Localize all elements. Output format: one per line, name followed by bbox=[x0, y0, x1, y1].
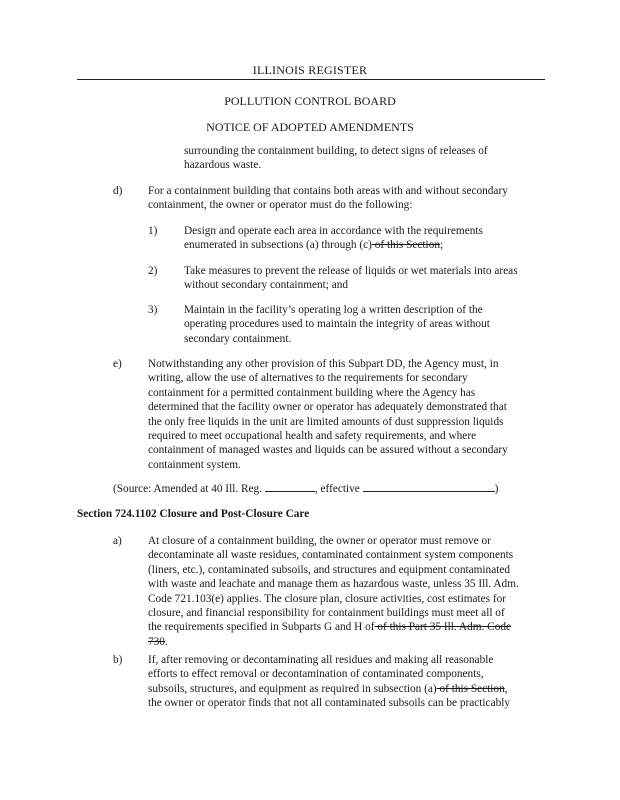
struck-text: 730 bbox=[148, 635, 165, 648]
text-line: 730. bbox=[148, 635, 168, 648]
text-line: containment, the owner or operator must do the following: bbox=[148, 199, 413, 212]
subsection-b-text bbox=[148, 653, 510, 711]
text-line: If, after removing or decontaminating all residues and making all reasonable bbox=[148, 654, 494, 666]
notice-header: NOTICE OF ADOPTED AMENDMENTS bbox=[206, 120, 414, 134]
text-line: hazardous waste. bbox=[184, 159, 262, 172]
text-line: containment system. bbox=[148, 458, 241, 471]
continued-text bbox=[184, 144, 488, 173]
text-line: operating procedures used to maintain the integrity of areas without bbox=[184, 318, 490, 331]
subsection-a-text bbox=[148, 534, 519, 649]
text-line: Code 721.103(e) applies. The closure plan, closure activities, cost estimates for bbox=[148, 592, 507, 605]
text-line: (liners, etc.), contaminated subsoils, and structures and equipment contaminated bbox=[148, 563, 511, 576]
header-rule bbox=[77, 79, 545, 80]
text-line: enumerated in subsections (a) through (c) of this Section; bbox=[184, 239, 444, 252]
text-line: secondary containment. bbox=[184, 332, 292, 345]
text-line: Take measures to prevent the release of liquids or wet materials into areas bbox=[184, 265, 518, 277]
text-line: subsoils, structures, and equipment as required in subsection (a) of this Section, bbox=[148, 682, 508, 695]
text-line: without secondary containment; and bbox=[184, 279, 349, 292]
text-line: the requirements specified in Subparts G and H of of this Part 35 Ill. Adm. Code bbox=[148, 621, 512, 634]
text-line: surrounding the containment building, to detect signs of releases of bbox=[184, 145, 488, 157]
text-line: At closure of a containment building, the owner or operator must remove or bbox=[148, 535, 491, 547]
item-1-text bbox=[184, 224, 483, 253]
section-heading: Section 724.1102 Closure and Post-Closure Care bbox=[77, 508, 310, 520]
text-line: containment for a permitted containment building where the Agency has bbox=[148, 386, 476, 399]
text-line: For a containment building that contains both areas with and without secondary bbox=[148, 185, 508, 197]
item-2-text bbox=[184, 264, 518, 293]
text-line: efforts to effect removal or decontamination of contaminated components, bbox=[148, 668, 484, 681]
subsection-e-text bbox=[148, 357, 508, 472]
subsection-b-label: b) bbox=[113, 654, 123, 666]
board-header: POLLUTION CONTROL BOARD bbox=[224, 94, 396, 108]
item-3-label: 3) bbox=[148, 304, 158, 316]
text-line: decontaminate all waste residues, contaminated containment system components bbox=[148, 549, 514, 562]
subsection-d-label: d) bbox=[113, 185, 123, 197]
text-line: Maintain in the facility’s operating log a written description of the bbox=[184, 304, 483, 316]
text-line: the only free liquids in the unit are limited amounts of dust suppression liquids bbox=[148, 415, 504, 428]
text-line: with waste and leachate and manage them as hazardous waste, unless 35 Ill. Adm. bbox=[148, 578, 519, 591]
reg-blank bbox=[265, 481, 315, 492]
text-line: determined that the facility owner or operator has adequately demonstrated that bbox=[148, 401, 507, 414]
struck-text: of this Section bbox=[436, 682, 505, 695]
text-line: Design and operate each area in accordance with the requirements bbox=[184, 225, 483, 237]
effective-blank bbox=[363, 481, 495, 492]
subsection-a-label: a) bbox=[113, 535, 122, 547]
subsection-e-label: e) bbox=[113, 358, 122, 370]
text-line: Notwithstanding any other provision of this Subpart DD, the Agency must, in bbox=[148, 358, 499, 370]
item-2-label: 2) bbox=[148, 265, 158, 277]
item-1-label: 1) bbox=[148, 225, 158, 237]
item-3-text bbox=[184, 303, 490, 346]
text-line: closure, and financial responsibility for containment buildings must meet all of bbox=[148, 607, 505, 620]
text-line: containment of managed wastes and liquids can be assured without a secondary bbox=[148, 444, 508, 457]
register-header: ILLINOIS REGISTER bbox=[252, 63, 368, 77]
subsection-d-text bbox=[148, 184, 508, 213]
source-note: (Source: Amended at 40 Ill. Reg. , effective ) bbox=[113, 483, 499, 495]
struck-text: of this Section bbox=[371, 239, 440, 252]
text-line: required to meet occupational health and safety requirements, and where bbox=[148, 430, 477, 443]
text-line: writing, allow the use of alternatives to the requirements for secondary bbox=[148, 372, 468, 385]
text-line: the owner or operator finds that not all contaminated subsoils can be practicably bbox=[148, 697, 511, 710]
struck-text: of this Part 35 Ill. Adm. Code bbox=[374, 621, 512, 634]
